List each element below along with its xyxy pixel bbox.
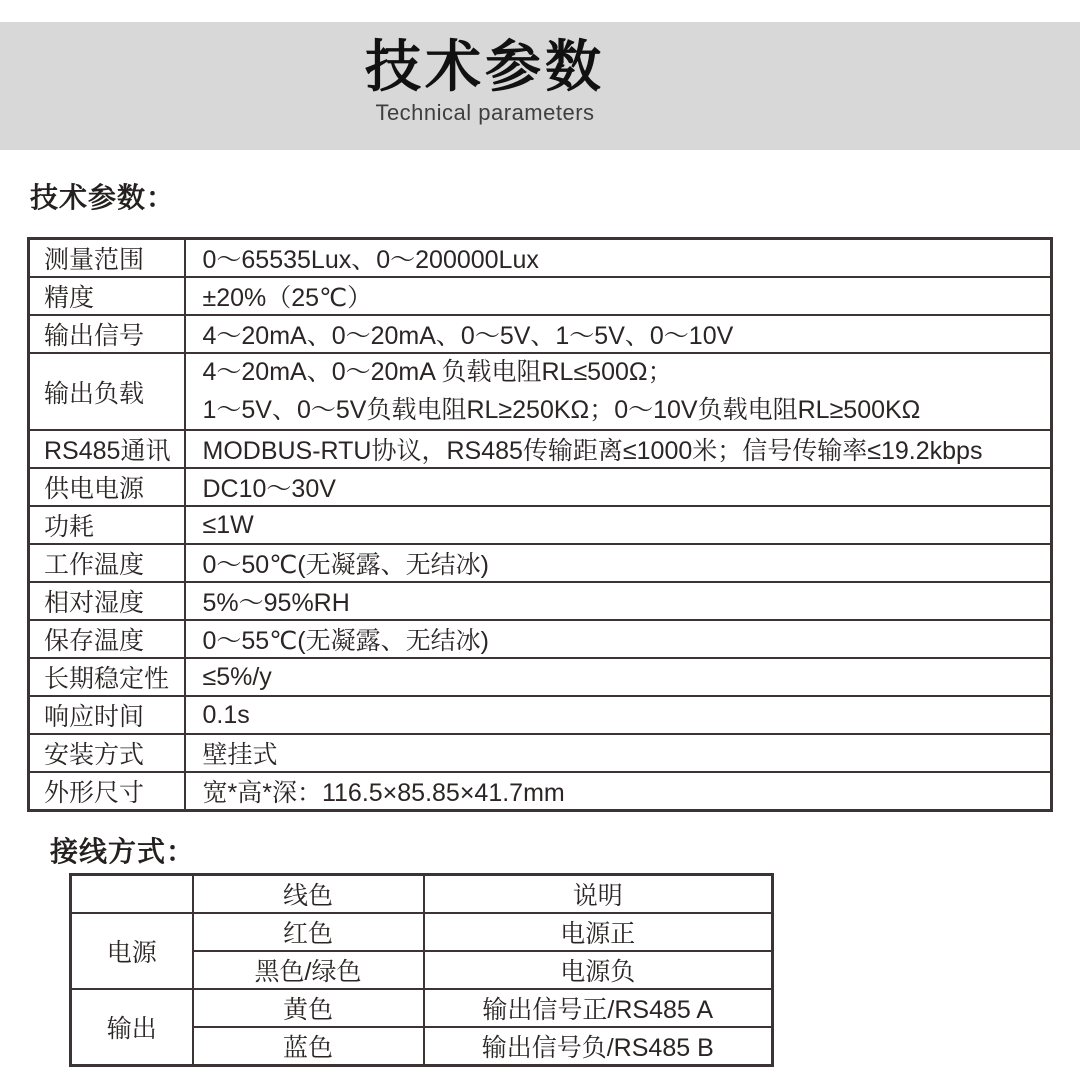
table-row [29,620,1052,658]
spec-value [185,353,1052,430]
wire-desc: 输出信号负/RS485 B [424,1027,773,1066]
wire-desc: 电源负 [424,951,773,989]
spec-value-line: 1～5V、0～5V负载电阻RL≥250KΩ；0～10V负载电阻RL≥500KΩ [202,395,921,424]
spec-value: 宽*高*深：116.5×85.85×41.7mm [185,772,1052,811]
spec-label: 长期稳定性 [29,658,185,696]
wiring-header-color: 线色 [193,875,424,914]
banner [0,22,1080,150]
table-row [29,430,1052,468]
spec-value: 4～20mA、0～20mA、0～5V、1～5V、0～10V [185,315,1052,353]
table-row [29,658,1052,696]
wiring-header-group [71,875,193,914]
wiring-group-name: 电源 [71,913,193,989]
spec-value: ≤5%/y [185,658,1052,696]
banner-title: 技术参数 [365,35,605,98]
spec-value: 0～55℃(无凝露、无结冰) [185,620,1052,658]
wire-color: 黄色 [193,989,424,1027]
spec-label: 外形尺寸 [29,772,185,811]
table-row [29,239,1052,278]
wiring-group-name: 输出 [71,989,193,1066]
spec-label: 供电电源 [29,468,185,506]
spec-value: ≤1W [185,506,1052,544]
table-header-row [71,875,773,914]
table-row [71,989,773,1027]
spec-value: MODBUS-RTU协议，RS485传输距离≤1000米；信号传输率≤19.2kbps [185,430,1052,468]
spec-label: 工作温度 [29,544,185,582]
table-row [29,277,1052,315]
spec-value: ±20%（25℃） [185,277,1052,315]
spec-label: 相对湿度 [29,582,185,620]
wiring-table [69,873,774,1067]
spec-label: 测量范围 [29,239,185,278]
wire-color: 红色 [193,913,424,951]
spec-value: 0.1s [185,696,1052,734]
spec-value: DC10～30V [185,468,1052,506]
spec-value: 0～65535Lux、0～200000Lux [185,239,1052,278]
spec-label: 安装方式 [29,734,185,772]
table-row [29,544,1052,582]
spec-label: 输出负载 [29,353,185,430]
spec-value: 0～50℃(无凝露、无结冰) [185,544,1052,582]
spec-table [27,237,1053,812]
spec-label: RS485通讯 [29,430,185,468]
table-row [29,582,1052,620]
wire-color: 黑色/绿色 [193,951,424,989]
spec-label: 精度 [29,277,185,315]
wire-desc: 电源正 [424,913,773,951]
table-row [29,506,1052,544]
spec-value: 壁挂式 [185,734,1052,772]
wire-desc: 输出信号正/RS485 A [424,989,773,1027]
table-row [29,353,1052,430]
table-row [29,734,1052,772]
banner-subtitle: Technical parameters [375,99,595,125]
table-row [29,315,1052,353]
table-row [29,468,1052,506]
spec-value: 5%～95%RH [185,582,1052,620]
spec-value-line: 4～20mA、0～20mA 负载电阻RL≤500Ω； [202,358,673,386]
table-row [29,772,1052,811]
spec-label: 响应时间 [29,696,185,734]
wiring-section-heading: 接线方式： [50,836,196,867]
spec-section-heading: 技术参数： [30,182,176,213]
spec-label: 功耗 [29,506,185,544]
wiring-header-desc: 说明 [424,875,773,914]
table-row [29,696,1052,734]
spec-label: 保存温度 [29,620,185,658]
spec-label: 输出信号 [29,315,185,353]
wire-color: 蓝色 [193,1027,424,1066]
table-row [71,913,773,951]
